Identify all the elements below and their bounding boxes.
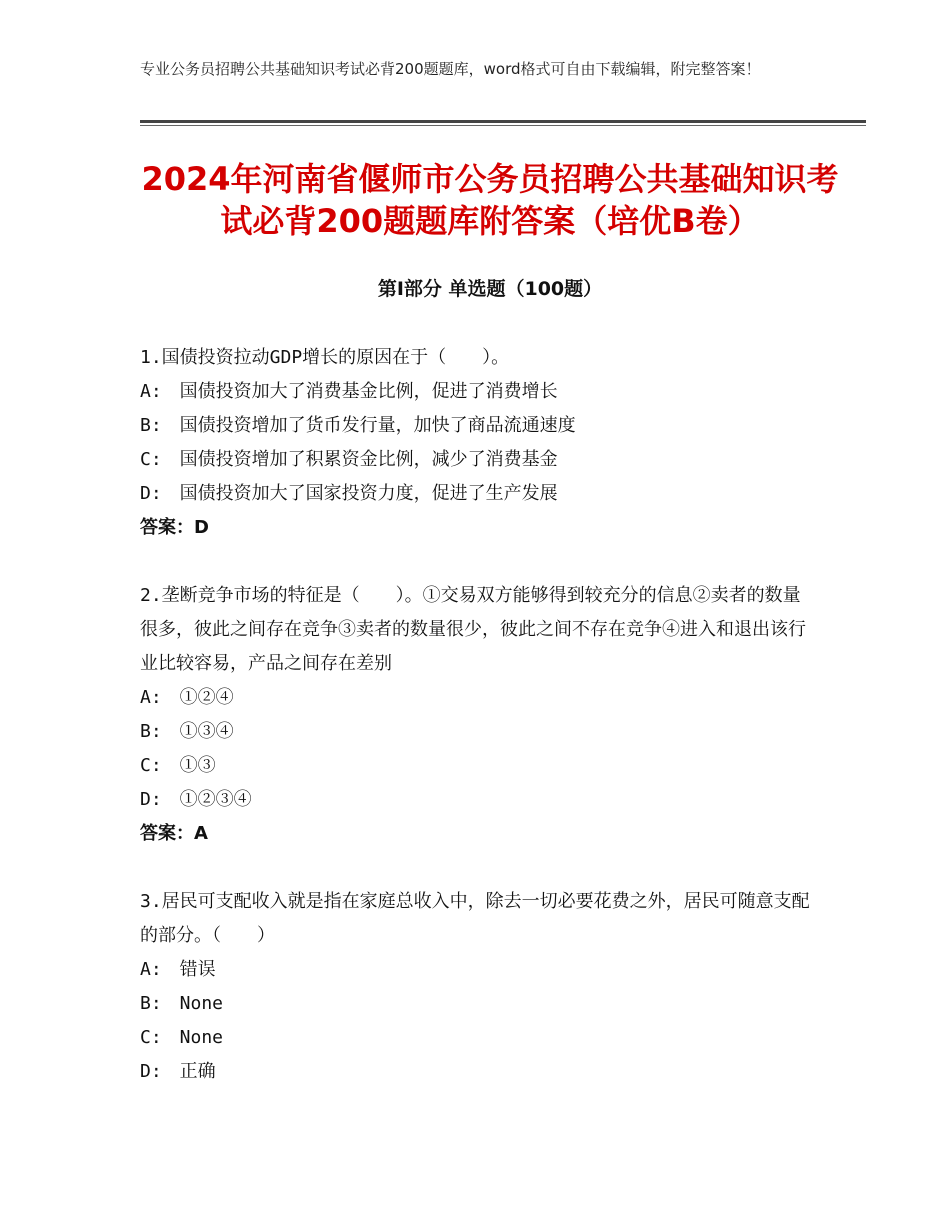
question-stem: 1.国债投资拉动GDP增长的原因在于（ ）。 <box>140 347 510 368</box>
option-b: B: None <box>140 993 224 1014</box>
option-a: A: 国债投资加大了消费基金比例，促进了消费增长 <box>140 381 558 402</box>
option-d: D: ①②③④ <box>140 789 252 810</box>
section-heading: 第Ⅰ部分 单选题（100题） <box>377 278 603 300</box>
option-b: B: ①③④ <box>140 721 234 742</box>
option-c: C: ①③ <box>140 755 216 776</box>
answer: 答案：D <box>140 517 209 538</box>
option-a: A: ①②④ <box>140 687 234 708</box>
option-b: B: 国债投资增加了货币发行量，加快了商品流通速度 <box>140 415 576 436</box>
question-2 <box>140 579 810 851</box>
option-d: D: 正确 <box>140 1061 216 1082</box>
question-1 <box>140 341 810 545</box>
option-a: A: 错误 <box>140 959 216 980</box>
answer: 答案：A <box>140 823 208 844</box>
document-title: 2024年河南省偃师市公务员招聘公共基础知识考试必背200题题库附答案（培优B卷） <box>141 160 839 240</box>
header-divider-thick <box>140 120 866 123</box>
question-list <box>140 341 810 1123</box>
question-stem: 3.居民可支配收入就是指在家庭总收入中，除去一切必要花费之外，居民可随意支配的部分。（ ） <box>140 891 810 946</box>
option-d: D: 国债投资加大了国家投资力度，促进了生产发展 <box>140 483 558 504</box>
question-3 <box>140 885 810 1089</box>
header-note: 专业公务员招聘公共基础知识考试必背200题题库，word格式可自由下载编辑，附完整答案！ <box>140 60 761 78</box>
option-c: C: None <box>140 1027 224 1048</box>
question-stem: 2.垄断竞争市场的特征是（ ）。①交易双方能够得到较充分的信息②卖者的数量很多，彼此之间存在竞争③卖者的数量很少，彼此之间不存在竞争④进入和退出该行业比较容易，产品之间存在差别 <box>140 585 806 674</box>
option-c: C: 国债投资增加了积累资金比例，减少了消费基金 <box>140 449 558 470</box>
header-divider-thin <box>140 125 866 126</box>
